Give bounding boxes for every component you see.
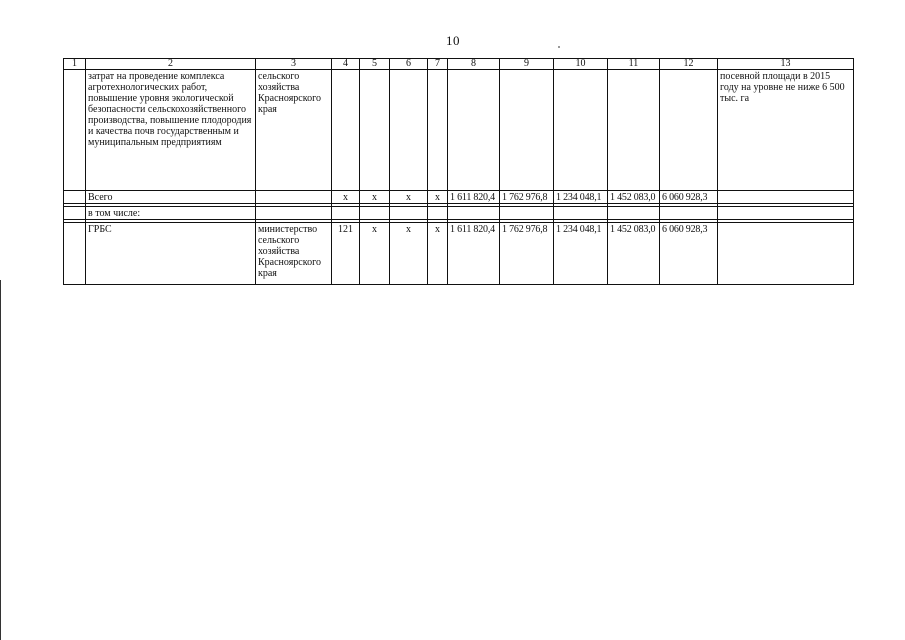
column-header: 4 [332, 59, 360, 70]
table-cell: х [332, 191, 360, 204]
table-cell [554, 207, 608, 220]
table-cell [500, 207, 554, 220]
amount-cell: 1 762 976,8 [500, 191, 554, 204]
table-cell [64, 191, 86, 204]
table-cell [428, 207, 448, 220]
table-row-grbs [64, 223, 854, 285]
table-cell: х [428, 191, 448, 204]
table-cell [660, 207, 718, 220]
table-cell [64, 70, 86, 191]
column-number-row [64, 59, 854, 70]
table-cell [448, 207, 500, 220]
purpose-description-cell: затрат на проведение комплекса агротехнологических работ, повышение уровня экологической безопасности сельскохозяйственного производства, повышение плодородия и качества почв государственным и муниципальным предприятиям [86, 70, 256, 191]
table-cell [660, 70, 718, 191]
page-number: 10 [446, 33, 460, 48]
table-cell: х [360, 191, 390, 204]
table-cell [718, 207, 854, 220]
amount-cell: 1 611 820,4 [448, 191, 500, 204]
table-cell [360, 70, 390, 191]
table-cell [448, 70, 500, 191]
table-cell: х [428, 223, 448, 285]
amount-cell: 1 611 820,4 [448, 223, 500, 285]
table-cell [256, 191, 332, 204]
column-header: 6 [390, 59, 428, 70]
table-row-purpose [64, 70, 854, 191]
grbs-label: ГРБС [86, 223, 256, 285]
ministry-cell: министерство сельского хозяйства Красноярского края [256, 223, 332, 285]
table-cell: х [390, 223, 428, 285]
budget-table [63, 58, 854, 285]
table-cell [608, 207, 660, 220]
column-header: 5 [360, 59, 390, 70]
table-cell [390, 70, 428, 191]
table-cell [718, 223, 854, 285]
table-cell [256, 207, 332, 220]
amount-cell: 1 234 048,1 [554, 191, 608, 204]
table-cell [608, 70, 660, 191]
column-header: 7 [428, 59, 448, 70]
table-row-including [64, 207, 854, 220]
table-cell [554, 70, 608, 191]
amount-cell: 1 762 976,8 [500, 223, 554, 285]
table-cell [64, 207, 86, 220]
column-header: 8 [448, 59, 500, 70]
table-cell [332, 207, 360, 220]
table-cell [390, 207, 428, 220]
expected-result-cell: посевной площади в 2015 году на уровне не ниже 6 500 тыс. га [718, 70, 854, 191]
column-header: 12 [660, 59, 718, 70]
column-header: 2 [86, 59, 256, 70]
column-header: 1 [64, 59, 86, 70]
table-cell [64, 223, 86, 285]
including-label: в том числе: [86, 207, 256, 220]
column-header: 11 [608, 59, 660, 70]
table-cell [428, 70, 448, 191]
ministry-cell: сельского хозяйства Красноярского края [256, 70, 332, 191]
amount-cell: 1 452 083,0 [608, 223, 660, 285]
amount-cell: 1 452 083,0 [608, 191, 660, 204]
table-cell [360, 207, 390, 220]
column-header: 10 [554, 59, 608, 70]
table-cell [500, 70, 554, 191]
amount-cell: 6 060 928,3 [660, 191, 718, 204]
column-header: 9 [500, 59, 554, 70]
column-header: 13 [718, 59, 854, 70]
grbs-code-cell: 121 [332, 223, 360, 285]
column-header: 3 [256, 59, 332, 70]
amount-cell: 6 060 928,3 [660, 223, 718, 285]
page-edge-line [0, 280, 1, 640]
table-cell: х [360, 223, 390, 285]
table-cell: х [390, 191, 428, 204]
amount-cell: 1 234 048,1 [554, 223, 608, 285]
table-cell [332, 70, 360, 191]
total-label: Всего [86, 191, 256, 204]
scan-artifact [558, 46, 560, 48]
table-cell [718, 191, 854, 204]
table-row-total [64, 191, 854, 204]
